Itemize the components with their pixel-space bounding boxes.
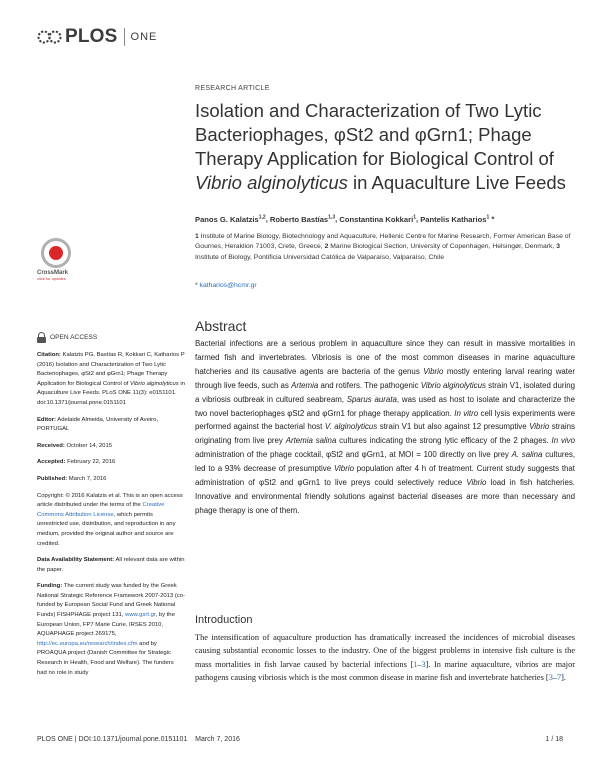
- abstract-segment: strain V1, isolated during a vibriosis outbreak in cultured seabream,: [195, 380, 576, 404]
- accepted-date: Accepted: February 22, 2016: [37, 459, 116, 466]
- introduction-text: The intensification of aquaculture production has dramatically increased the incidences of microbial diseases causing substantial economic losses to the industry. One of the biggest problems in intensive fish culture is the mass mortalities in fish larvae caused by bacterial infections [1–3]. In marine aquaculture, vibrios are major pathogens causing vibriosis which is the most common disease in marine fish and invertebrate hatcheries [3–7].: [195, 633, 575, 683]
- received-date: Received: October 14, 2015: [37, 442, 113, 449]
- abstract-italic-term: In vivo: [551, 436, 575, 446]
- corresponding-email: * katharios@hcmr.gr: [195, 282, 257, 289]
- crossmark-icon: [41, 238, 71, 268]
- abstract-italic-term: V. alginolyticus: [324, 422, 378, 432]
- footer-citation: PLOS ONE | DOI:10.1371/journal.pone.0151101 March 7, 2016: [37, 736, 240, 743]
- open-lock-icon: [37, 332, 46, 343]
- ref-link[interactable]: 7: [557, 673, 562, 683]
- funding-link-europa[interactable]: http://ec.europa.eu/research/index.cfm: [37, 640, 138, 647]
- citation: Citation: Kalatzis PG, Bastías R, Kokkari C, Katharios P (2016) Isolation and Characterization of Two Lytic Bacteriophages, φSt2 and φGrn1; Phage Therapy Application for Biological Control of Vibrio alginolyticus in Aquaculture Live Feeds. PLoS ONE 11(3): e0151101. doi:10.1371/journal.pone.0151101: [37, 352, 185, 406]
- author[interactable]: Roberto Bastías$^{1,3}$: [269, 214, 336, 224]
- logo-divider: [124, 28, 125, 46]
- title-italic: Vibrio alginolyticus: [195, 172, 348, 193]
- abstract-italic-term: Vibrio: [466, 478, 487, 488]
- abstract-segment: strain V1 but also against 12 presumptive: [377, 422, 530, 432]
- abstract-segment: mostly entering larval rearing water through live feeds, such as: [195, 366, 575, 390]
- article-title: [195, 99, 575, 195]
- abstract-segment: , was used as host to isolate and characterize the two novel bacteriophages φSt2 and φGrn1 for phage therapy application.: [195, 394, 575, 418]
- article-type: RESEARCH ARTICLE: [195, 85, 270, 92]
- abstract-italic-term: Vibrio: [333, 464, 354, 474]
- abstract-italic-term: Vibrio: [423, 366, 444, 376]
- data-availability: Data Availability Statement: All relevant data are within the paper.: [37, 557, 185, 573]
- abstract-segment: population after 4 h of treatment. Current study suggests that administration of φSt2 and φGrn1 to live preys could selectively reduce: [195, 464, 575, 488]
- abstract-italic-term: Vibrio: [529, 422, 550, 432]
- author[interactable]: Constantina Kokkari$^1$: [339, 214, 416, 224]
- abstract-segment: Bacterial infections are a serious problem in aquaculture since they can result in massive mortalities in farmed fish and invertebrates. Vibriosis is one of the most common diseases in marine aquaculture hatcheries and its causative agents are bacteria of the genus: [195, 339, 575, 376]
- plos-brand: PLOS: [65, 26, 118, 47]
- abstract-italic-term: Artemia: [291, 380, 319, 390]
- title-part-1: Isolation and Characterization of Two Lytic Bacteriophages, φSt2 and φGrn1; Phage Therapy Application for Biological Control of: [195, 100, 554, 169]
- introduction-heading: Introduction: [195, 614, 253, 626]
- editor: Editor: Adelaide Almeida, University of Aveiro, PORTUGAL: [37, 416, 159, 433]
- abstract-segment: administration of the phage cocktail, φSt2 and φGrn1, at MOI = 100 directly on live prey: [195, 450, 512, 460]
- plos-one-logo[interactable]: [37, 26, 157, 48]
- ref-link[interactable]: 3: [548, 673, 553, 683]
- abstract-italic-term: Sparus aurata: [346, 394, 397, 404]
- abstract-segment: and rotifers. The pathogenic: [318, 380, 421, 390]
- author[interactable]: Panos G. Kalatzis$^{1,2}$: [195, 214, 266, 224]
- abstract-italic-term: In vitro: [454, 408, 479, 418]
- crossmark-sub: click for updates: [37, 276, 66, 281]
- page-footer: [37, 736, 563, 743]
- ref-link[interactable]: 1: [413, 659, 418, 669]
- open-access-badge: OPEN ACCESS: [37, 332, 185, 343]
- plos-logo-icon: [37, 27, 63, 47]
- abstract-italic-term: Artemia salina: [285, 436, 337, 446]
- abstract-italic-term: A. salina: [511, 450, 543, 460]
- abstract-text: [195, 337, 575, 518]
- abstract-segment: load in fish hatcheries. Innovative and environmental friendly solutions against bacterial diseases are more than necessary and phage therapy is one of them.: [195, 478, 575, 515]
- crossmark-label: CrossMark: [37, 270, 69, 276]
- ref-link[interactable]: 3: [421, 659, 426, 669]
- crossmark-badge[interactable]: [37, 238, 77, 281]
- funding-link-gsrt[interactable]: www.gsrt.gr: [125, 612, 156, 619]
- abstract-italic-term: Vibrio alginolyticus: [420, 380, 486, 390]
- author-list: Panos G. Kalatzis$^{1,2}$, Roberto Bastías$^{1,3}$, Constantina Kokkari$^1$, Pantelis Katharios$^1$ *: [195, 214, 495, 224]
- author[interactable]: Pantelis Katharios$^1$: [420, 214, 490, 224]
- page-number: 1 / 18: [545, 736, 563, 743]
- copyright: Copyright: © 2016 Kalatzis et al. This is an open access article distributed under the terms of the Creative Commons Attribution License, which permits unrestricted use, distribution, and reproduction in any medium, provided the original author and source are credited.: [37, 492, 183, 547]
- email-link[interactable]: katharios@hcmr.gr: [199, 282, 257, 289]
- journal-name: ONE: [130, 31, 158, 43]
- abstract-segment: cell lysis experiments were performed against the bacterial host: [195, 408, 575, 432]
- abstract-segment: cultures, led to a 93% decrease of presumptive: [195, 450, 576, 474]
- abstract-heading: Abstract: [195, 318, 247, 334]
- license-link[interactable]: Creative Commons Attribution License: [37, 502, 165, 518]
- funding: Funding: The current study was funded by the Greek National Strategic Reference Framework 2007-2013 (co-funded by European Social Fund and Greek National Funds) FISHPHAGE project 131, www.gsrt.gr, by the European Union, FP7 Marie Curie, IRSES 2010, AQUAPHAGE project 269175, http://ec.europa.eu/research/index.cfm and by PROAQUA project (Danish Committee for Strategic Research in Health, Food and Welfare). The funders had no role in study: [37, 583, 185, 676]
- published-date: Published: March 7, 2016: [37, 475, 107, 482]
- abstract-segment: strains originating from live prey: [195, 422, 576, 446]
- affiliations: 1 Institute of Marine Biology, Biotechnology and Aquaculture, Hellenic Centre for Marine Research, Former American Base of Gournes, Heraklion 71003, Crete, Greece, 2 Marine Biological Section, University of Copenhagen, Helsingør, Denmark, 3 Institute of Biology, Pontificia Universidad Católica de Valparaíso, Valparaíso, Chile: [195, 233, 571, 261]
- article-sidebar: [37, 332, 185, 685]
- title-part-2: in Aquaculture Live Feeds: [347, 172, 566, 193]
- abstract-segment: cultures indicating the strong lytic efficacy of the 2 phages.: [336, 436, 552, 446]
